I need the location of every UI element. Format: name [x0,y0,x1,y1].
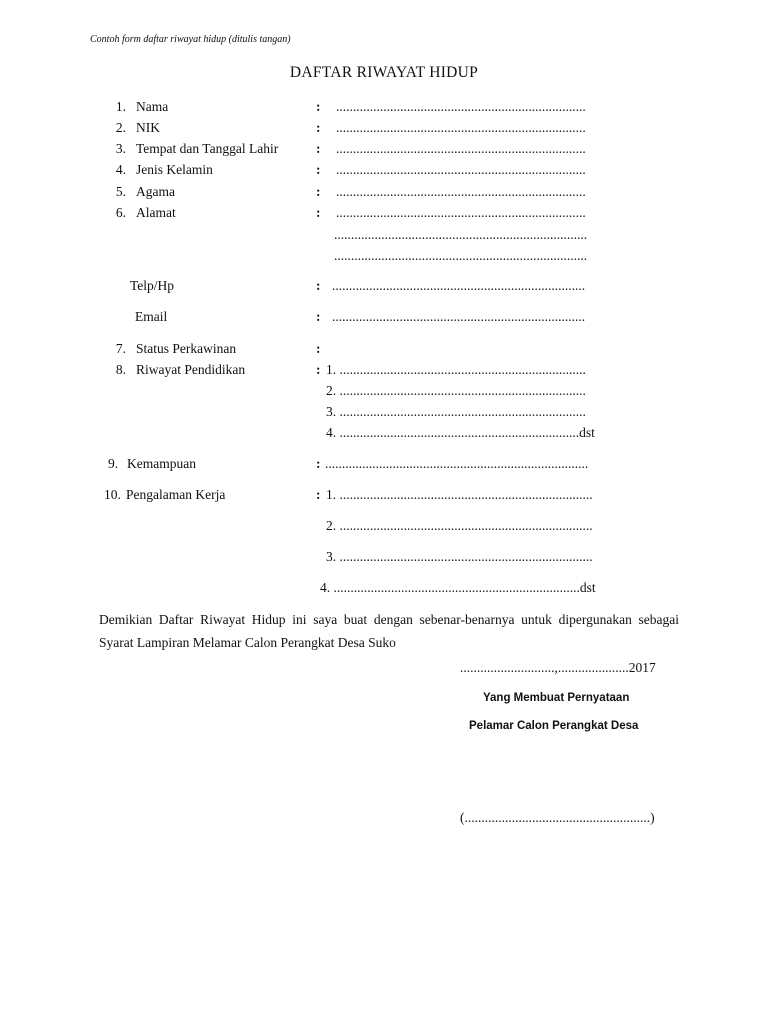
signature-caption-1: Yang Membuat Pernyataan [483,692,630,704]
statement-paragraph: Demikian Daftar Riwayat Hidup ini saya buat dengan sebenar-benarnya untuk dipergunakan sebagai Syarat Lampiran Melamar Calon Perangkat Desa Suko [99,612,679,650]
field-number: 4. [115,162,126,177]
document-caption: Contoh form daftar riwayat hidup (ditulis tangan) [90,34,291,45]
field-label-jenis-kelamin: Jenis Kelamin [136,162,213,177]
field-number: 5. [115,184,126,199]
field-colon: : [316,456,321,471]
pengalaman-line-3: 3. ........................................................................... [326,549,593,564]
field-label-status: Status Perkawinan [136,341,237,356]
pengalaman-line-1: 1. ........................................................................... [326,487,593,502]
field-value-telp: ........................................................................... [332,278,586,293]
signature-date-line: ............................,.....................2017 [460,660,656,675]
signature-caption-2: Pelamar Calon Perangkat Desa [469,720,639,732]
field-value-alamat-line2: ........................................................................... [334,227,588,242]
field-label-nik: NIK [136,120,160,135]
field-label-email: Email [135,309,168,324]
field-colon: : [316,184,321,199]
field-value-kemampuan: .............................................................................. [325,456,589,471]
field-value-alamat-line3: ........................................................................... [334,248,588,263]
field-number: 10. [104,487,121,502]
field-value-nama: .......................................................................... [336,99,586,114]
field-value-ttl: .......................................................................... [336,141,586,156]
field-colon: : [316,162,321,177]
pendidikan-line-4: 4. .......................................................................dst [326,425,595,440]
pengalaman-line-4: 4. .........................................................................dst [320,580,596,595]
field-label-ttl: Tempat dan Tanggal Lahir [136,141,279,156]
field-label-kemampuan: Kemampuan [127,456,196,471]
field-label-nama: Nama [136,99,169,114]
field-colon: : [316,487,321,502]
field-value-alamat: .......................................................................... [336,205,586,220]
signature-name-line: (.......................................................) [460,810,655,825]
field-colon: : [316,205,321,220]
field-colon: : [316,278,321,293]
field-number: 6. [115,205,126,220]
field-number: 2. [115,120,126,135]
field-value-agama: .......................................................................... [336,184,586,199]
field-number: 3. [115,141,126,156]
field-label-pendidikan: Riwayat Pendidikan [136,362,246,377]
pendidikan-line-3: 3. ......................................................................... [326,404,586,419]
field-colon: : [316,309,321,324]
field-value-email: ........................................................................... [332,309,586,324]
field-number: 9. [108,456,119,471]
field-number: 8. [115,362,126,377]
field-label-agama: Agama [136,184,175,199]
field-label-telp: Telp/Hp [130,278,175,293]
field-number: 1. [115,99,126,114]
pengalaman-line-2: 2. ........................................................................... [326,518,593,533]
field-colon: : [316,362,321,377]
field-number: 7. [115,341,126,356]
field-value-jenis-kelamin: .......................................................................... [336,162,586,177]
field-label-alamat: Alamat [136,205,176,220]
pendidikan-line-1: 1. ......................................................................... [326,362,586,377]
field-colon: : [316,99,321,114]
field-colon: : [316,341,321,356]
pendidikan-line-2: 2. ......................................................................... [326,383,586,398]
field-colon: : [316,120,321,135]
field-value-nik: .......................................................................... [336,120,586,135]
field-colon: : [316,141,321,156]
field-label-pengalaman: Pengalaman Kerja [126,487,226,502]
page-title: DAFTAR RIWAYAT HIDUP [289,64,479,81]
